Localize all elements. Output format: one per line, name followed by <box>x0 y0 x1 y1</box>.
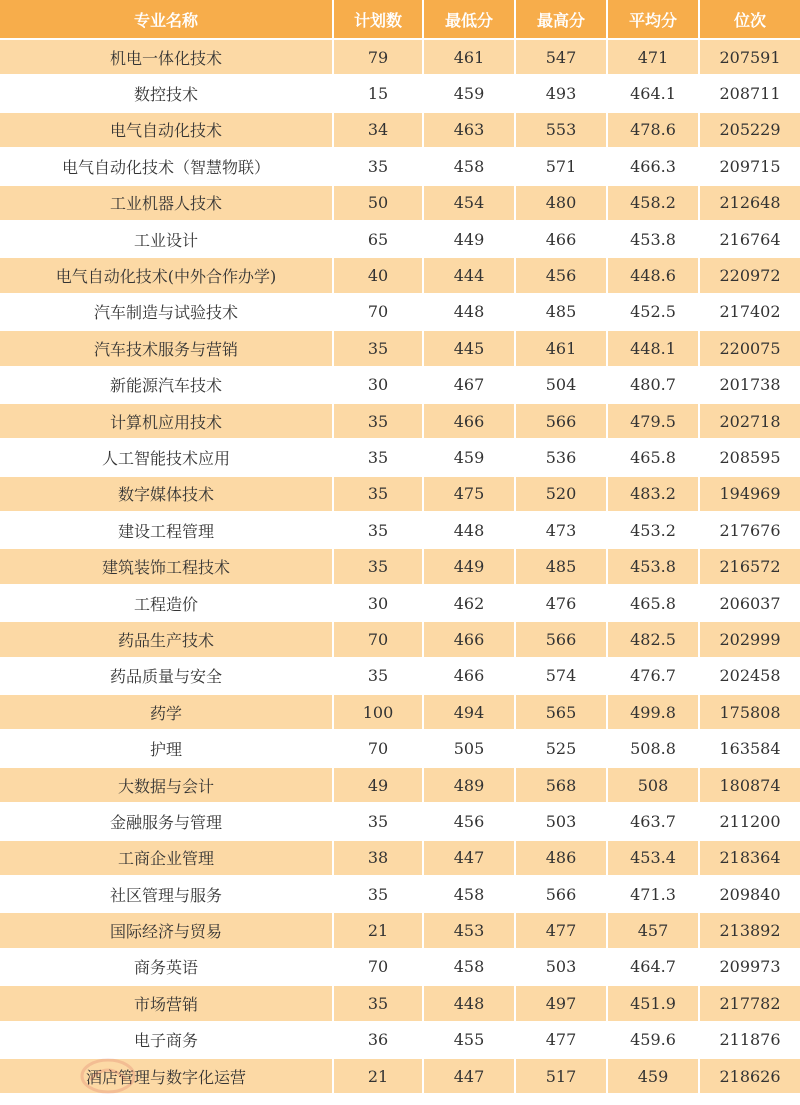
cell-min-score: 454 <box>424 186 516 222</box>
cell-avg-score: 508 <box>608 768 700 804</box>
header-rank: 位次 <box>700 0 800 40</box>
table-row <box>0 331 800 367</box>
cell-min-score: 444 <box>424 258 516 294</box>
cell-min-score: 505 <box>424 731 516 767</box>
cell-min-score: 448 <box>424 986 516 1022</box>
cell-major-name: 酒店管理与数字化运营 <box>0 1059 334 1095</box>
cell-max-score: 566 <box>516 877 608 913</box>
cell-max-score: 520 <box>516 477 608 513</box>
cell-min-score: 461 <box>424 40 516 76</box>
cell-major-name: 大数据与会计 <box>0 768 334 804</box>
cell-avg-score: 464.1 <box>608 76 700 112</box>
cell-max-score: 477 <box>516 1023 608 1059</box>
cell-rank: 201738 <box>700 368 800 404</box>
cell-rank: 163584 <box>700 731 800 767</box>
cell-avg-score: 453.4 <box>608 841 700 877</box>
table-row <box>0 731 800 767</box>
cell-max-score: 497 <box>516 986 608 1022</box>
cell-min-score: 459 <box>424 440 516 476</box>
cell-plan-count: 35 <box>334 877 424 913</box>
cell-plan-count: 49 <box>334 768 424 804</box>
cell-max-score: 553 <box>516 113 608 149</box>
cell-rank: 202999 <box>700 622 800 658</box>
cell-max-score: 456 <box>516 258 608 294</box>
table-row <box>0 768 800 804</box>
cell-max-score: 574 <box>516 659 608 695</box>
table-row <box>0 950 800 986</box>
cell-major-name: 电气自动化技术 <box>0 113 334 149</box>
cell-max-score: 493 <box>516 76 608 112</box>
table-row <box>0 404 800 440</box>
cell-plan-count: 35 <box>334 513 424 549</box>
cell-rank: 217676 <box>700 513 800 549</box>
cell-max-score: 568 <box>516 768 608 804</box>
cell-rank: 211200 <box>700 804 800 840</box>
cell-plan-count: 30 <box>334 368 424 404</box>
cell-plan-count: 34 <box>334 113 424 149</box>
cell-min-score: 447 <box>424 1059 516 1095</box>
cell-major-name: 工业设计 <box>0 222 334 258</box>
cell-major-name: 社区管理与服务 <box>0 877 334 913</box>
table-row <box>0 913 800 949</box>
cell-avg-score: 463.7 <box>608 804 700 840</box>
header-max-score: 最高分 <box>516 0 608 40</box>
cell-avg-score: 457 <box>608 913 700 949</box>
table-row <box>0 1059 800 1095</box>
cell-plan-count: 70 <box>334 950 424 986</box>
table-row <box>0 149 800 185</box>
table-row <box>0 513 800 549</box>
cell-plan-count: 35 <box>334 331 424 367</box>
cell-major-name: 金融服务与管理 <box>0 804 334 840</box>
cell-min-score: 456 <box>424 804 516 840</box>
cell-max-score: 517 <box>516 1059 608 1095</box>
cell-major-name: 工业机器人技术 <box>0 186 334 222</box>
cell-rank: 209840 <box>700 877 800 913</box>
cell-major-name: 护理 <box>0 731 334 767</box>
cell-plan-count: 50 <box>334 186 424 222</box>
table-row <box>0 659 800 695</box>
cell-max-score: 503 <box>516 804 608 840</box>
cell-plan-count: 70 <box>334 622 424 658</box>
cell-avg-score: 483.2 <box>608 477 700 513</box>
cell-plan-count: 21 <box>334 913 424 949</box>
cell-avg-score: 479.5 <box>608 404 700 440</box>
cell-plan-count: 30 <box>334 586 424 622</box>
cell-major-name: 汽车技术服务与营销 <box>0 331 334 367</box>
cell-avg-score: 471.3 <box>608 877 700 913</box>
cell-rank: 216764 <box>700 222 800 258</box>
table-body <box>0 40 800 1095</box>
cell-rank: 218626 <box>700 1059 800 1095</box>
cell-rank: 209715 <box>700 149 800 185</box>
cell-rank: 208711 <box>700 76 800 112</box>
cell-min-score: 449 <box>424 549 516 585</box>
header-min-score: 最低分 <box>424 0 516 40</box>
cell-rank: 207591 <box>700 40 800 76</box>
table-row <box>0 258 800 294</box>
table-row <box>0 695 800 731</box>
cell-major-name: 国际经济与贸易 <box>0 913 334 949</box>
cell-plan-count: 35 <box>334 659 424 695</box>
table-row <box>0 1023 800 1059</box>
table-row <box>0 113 800 149</box>
cell-avg-score: 451.9 <box>608 986 700 1022</box>
cell-max-score: 477 <box>516 913 608 949</box>
cell-min-score: 467 <box>424 368 516 404</box>
table-row <box>0 40 800 76</box>
cell-avg-score: 453.2 <box>608 513 700 549</box>
cell-plan-count: 35 <box>334 804 424 840</box>
table-row <box>0 586 800 622</box>
table-row <box>0 477 800 513</box>
header-plan-count: 计划数 <box>334 0 424 40</box>
cell-avg-score: 464.7 <box>608 950 700 986</box>
table-row <box>0 877 800 913</box>
cell-avg-score: 448.6 <box>608 258 700 294</box>
cell-avg-score: 453.8 <box>608 222 700 258</box>
cell-rank: 175808 <box>700 695 800 731</box>
cell-rank: 206037 <box>700 586 800 622</box>
cell-max-score: 571 <box>516 149 608 185</box>
table-row <box>0 549 800 585</box>
cell-major-name: 数字媒体技术 <box>0 477 334 513</box>
cell-max-score: 536 <box>516 440 608 476</box>
cell-major-name: 建筑装饰工程技术 <box>0 549 334 585</box>
cell-plan-count: 36 <box>334 1023 424 1059</box>
cell-min-score: 463 <box>424 113 516 149</box>
cell-max-score: 486 <box>516 841 608 877</box>
cell-min-score: 445 <box>424 331 516 367</box>
cell-major-name: 电气自动化技术(中外合作办学) <box>0 258 334 294</box>
cell-avg-score: 459 <box>608 1059 700 1095</box>
cell-avg-score: 448.1 <box>608 331 700 367</box>
cell-rank: 220075 <box>700 331 800 367</box>
cell-min-score: 475 <box>424 477 516 513</box>
cell-avg-score: 482.5 <box>608 622 700 658</box>
cell-major-name: 机电一体化技术 <box>0 40 334 76</box>
cell-min-score: 458 <box>424 950 516 986</box>
cell-plan-count: 38 <box>334 841 424 877</box>
cell-min-score: 466 <box>424 659 516 695</box>
cell-avg-score: 452.5 <box>608 295 700 331</box>
cell-max-score: 476 <box>516 586 608 622</box>
cell-major-name: 电子商务 <box>0 1023 334 1059</box>
cell-max-score: 566 <box>516 404 608 440</box>
cell-plan-count: 35 <box>334 477 424 513</box>
cell-plan-count: 79 <box>334 40 424 76</box>
cell-plan-count: 40 <box>334 258 424 294</box>
cell-plan-count: 100 <box>334 695 424 731</box>
cell-rank: 208595 <box>700 440 800 476</box>
cell-max-score: 485 <box>516 549 608 585</box>
table-row <box>0 622 800 658</box>
cell-min-score: 489 <box>424 768 516 804</box>
cell-max-score: 485 <box>516 295 608 331</box>
cell-major-name: 商务英语 <box>0 950 334 986</box>
cell-max-score: 466 <box>516 222 608 258</box>
cell-max-score: 547 <box>516 40 608 76</box>
cell-min-score: 458 <box>424 149 516 185</box>
cell-min-score: 459 <box>424 76 516 112</box>
cell-min-score: 458 <box>424 877 516 913</box>
cell-plan-count: 70 <box>334 731 424 767</box>
cell-min-score: 448 <box>424 295 516 331</box>
header-avg-score: 平均分 <box>608 0 700 40</box>
cell-rank: 216572 <box>700 549 800 585</box>
cell-max-score: 480 <box>516 186 608 222</box>
cell-avg-score: 466.3 <box>608 149 700 185</box>
table-row <box>0 368 800 404</box>
cell-rank: 217402 <box>700 295 800 331</box>
header-major-name: 专业名称 <box>0 0 334 40</box>
cell-rank: 218364 <box>700 841 800 877</box>
cell-min-score: 447 <box>424 841 516 877</box>
table-row <box>0 804 800 840</box>
cell-avg-score: 465.8 <box>608 586 700 622</box>
cell-plan-count: 15 <box>334 76 424 112</box>
table-row <box>0 440 800 476</box>
cell-min-score: 455 <box>424 1023 516 1059</box>
cell-avg-score: 499.8 <box>608 695 700 731</box>
cell-rank: 209973 <box>700 950 800 986</box>
cell-rank: 212648 <box>700 186 800 222</box>
table-row <box>0 986 800 1022</box>
cell-rank: 194969 <box>700 477 800 513</box>
cell-rank: 211876 <box>700 1023 800 1059</box>
cell-plan-count: 70 <box>334 295 424 331</box>
cell-avg-score: 476.7 <box>608 659 700 695</box>
cell-rank: 220972 <box>700 258 800 294</box>
cell-min-score: 449 <box>424 222 516 258</box>
cell-major-name: 人工智能技术应用 <box>0 440 334 476</box>
cell-plan-count: 35 <box>334 404 424 440</box>
cell-major-name: 药品质量与安全 <box>0 659 334 695</box>
cell-avg-score: 478.6 <box>608 113 700 149</box>
table-row <box>0 186 800 222</box>
cell-avg-score: 471 <box>608 40 700 76</box>
cell-rank: 205229 <box>700 113 800 149</box>
cell-max-score: 565 <box>516 695 608 731</box>
cell-major-name: 建设工程管理 <box>0 513 334 549</box>
cell-max-score: 473 <box>516 513 608 549</box>
cell-major-name: 药学 <box>0 695 334 731</box>
cell-avg-score: 459.6 <box>608 1023 700 1059</box>
cell-min-score: 466 <box>424 622 516 658</box>
cell-max-score: 461 <box>516 331 608 367</box>
cell-major-name: 汽车制造与试验技术 <box>0 295 334 331</box>
cell-rank: 202718 <box>700 404 800 440</box>
cell-major-name: 数控技术 <box>0 76 334 112</box>
cell-min-score: 453 <box>424 913 516 949</box>
cell-avg-score: 480.7 <box>608 368 700 404</box>
cell-min-score: 448 <box>424 513 516 549</box>
cell-avg-score: 465.8 <box>608 440 700 476</box>
cell-min-score: 466 <box>424 404 516 440</box>
table-header <box>0 0 800 40</box>
cell-plan-count: 35 <box>334 549 424 585</box>
cell-rank: 202458 <box>700 659 800 695</box>
cell-plan-count: 35 <box>334 149 424 185</box>
cell-min-score: 462 <box>424 586 516 622</box>
cell-major-name: 工商企业管理 <box>0 841 334 877</box>
cell-max-score: 503 <box>516 950 608 986</box>
cell-rank: 180874 <box>700 768 800 804</box>
cell-plan-count: 35 <box>334 986 424 1022</box>
cell-major-name: 工程造价 <box>0 586 334 622</box>
cell-avg-score: 458.2 <box>608 186 700 222</box>
cell-plan-count: 21 <box>334 1059 424 1095</box>
cell-rank: 213892 <box>700 913 800 949</box>
table-row <box>0 295 800 331</box>
cell-max-score: 504 <box>516 368 608 404</box>
table-row <box>0 222 800 258</box>
cell-plan-count: 35 <box>334 440 424 476</box>
cell-avg-score: 453.8 <box>608 549 700 585</box>
cell-major-name: 电气自动化技术（智慧物联） <box>0 149 334 185</box>
cell-plan-count: 65 <box>334 222 424 258</box>
table-row <box>0 76 800 112</box>
cell-min-score: 494 <box>424 695 516 731</box>
cell-avg-score: 508.8 <box>608 731 700 767</box>
cell-major-name: 药品生产技术 <box>0 622 334 658</box>
cell-max-score: 566 <box>516 622 608 658</box>
cell-major-name: 市场营销 <box>0 986 334 1022</box>
cell-major-name: 计算机应用技术 <box>0 404 334 440</box>
cell-major-name: 新能源汽车技术 <box>0 368 334 404</box>
table-row <box>0 841 800 877</box>
cell-max-score: 525 <box>516 731 608 767</box>
cell-rank: 217782 <box>700 986 800 1022</box>
